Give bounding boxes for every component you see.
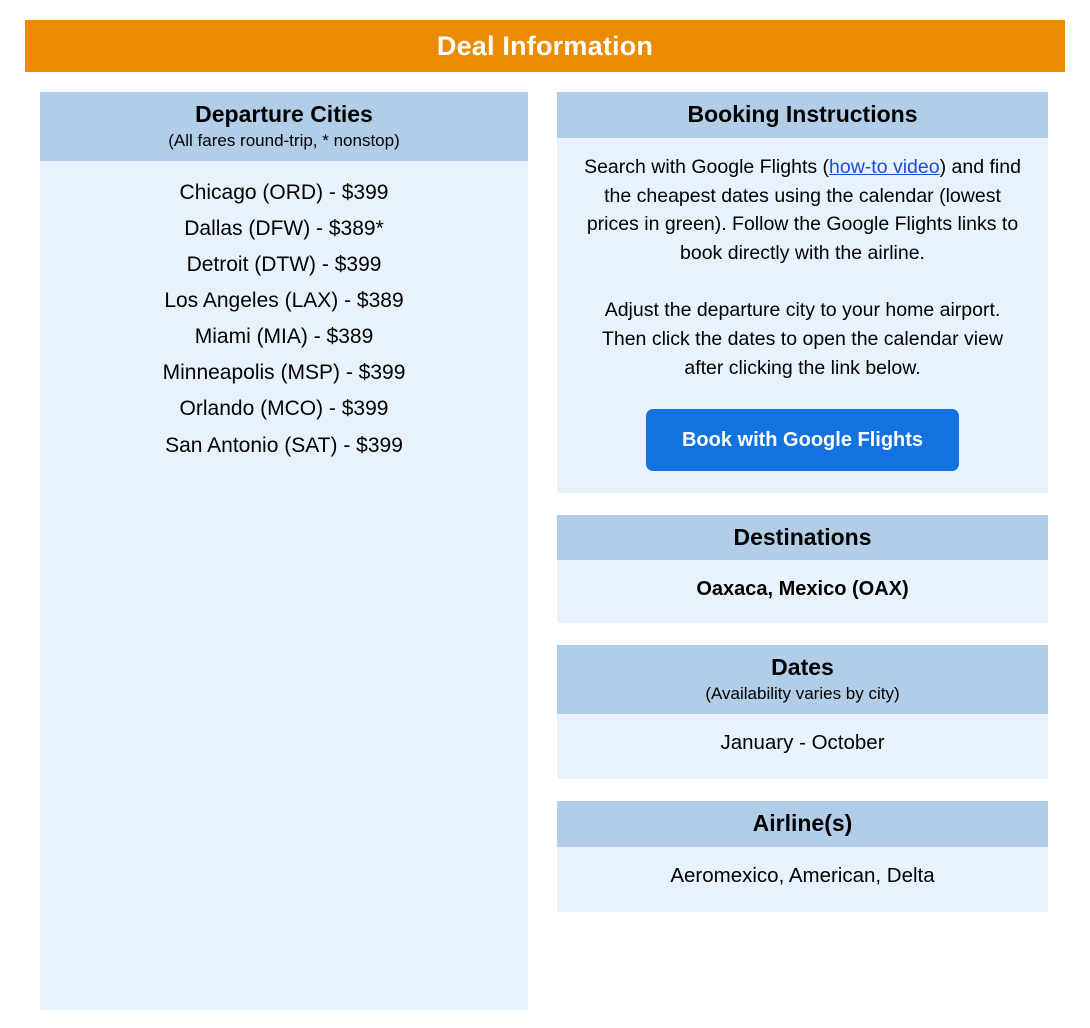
departure-cities-header <box>40 92 528 161</box>
dates-subtitle: (Availability varies by city) <box>705 684 900 704</box>
instructions-text-after-link: ) and find the cheapest dates using the calendar (lowest prices in green). Follow the Google Flights links to book directly with the airline. <box>586 155 1021 265</box>
booking-instructions-header <box>557 92 1048 138</box>
departure-cities-card <box>40 92 528 1010</box>
list-item: Dallas (DFW) - $389* <box>184 216 384 240</box>
departure-cities-title: Departure Cities <box>195 101 373 127</box>
dates-value: January - October <box>720 731 885 755</box>
instructions-paragraph-1 <box>581 153 1024 268</box>
how-to-video-link[interactable]: how-to video <box>829 155 940 178</box>
dates-body <box>557 714 1048 779</box>
list-item: Orlando (MCO) - $399 <box>179 397 389 421</box>
airlines-card <box>557 801 1048 912</box>
destinations-title: Destinations <box>733 523 872 550</box>
book-with-google-flights-button[interactable]: Book with Google Flights <box>646 409 959 471</box>
content-columns <box>25 92 1065 1010</box>
list-item: Los Angeles (LAX) - $389 <box>164 289 404 313</box>
list-item: Miami (MIA) - $389 <box>194 325 374 349</box>
destinations-header <box>557 515 1048 561</box>
dates-header <box>557 645 1048 714</box>
instructions-paragraph-2: Adjust the departure city to your home airport. Then click the dates to open the calendar view after clicking the link below. <box>601 299 1004 379</box>
airlines-value: Aeromexico, American, Delta <box>670 863 935 887</box>
left-column <box>40 92 528 1010</box>
booking-instructions-card <box>557 92 1048 493</box>
list-item: Detroit (DTW) - $399 <box>186 252 382 276</box>
book-button-wrapper <box>581 409 1024 471</box>
booking-instructions-title: Booking Instructions <box>687 101 918 127</box>
departure-cities-subtitle: (All fares round-trip, * nonstop) <box>168 130 400 150</box>
destination-value: Oaxaca, Mexico (OAX) <box>696 578 909 601</box>
page-banner <box>25 20 1065 72</box>
list-item: Chicago (ORD) - $399 <box>179 180 389 204</box>
airlines-header <box>557 801 1048 847</box>
airlines-body <box>557 847 1048 912</box>
booking-instructions-body <box>557 138 1048 493</box>
list-item: San Antonio (SAT) - $399 <box>165 433 403 457</box>
destinations-body <box>557 560 1048 623</box>
dates-card <box>557 645 1048 779</box>
list-item: Minneapolis (MSP) - $399 <box>162 361 406 385</box>
destinations-card <box>557 515 1048 624</box>
page-title: Deal Information <box>436 30 654 61</box>
instructions-text-before-link: Search with Google Flights ( <box>584 155 830 178</box>
airlines-title: Airline(s) <box>752 810 853 837</box>
departure-cities-list <box>40 161 528 464</box>
dates-title: Dates <box>771 654 834 681</box>
right-column <box>557 92 1048 912</box>
